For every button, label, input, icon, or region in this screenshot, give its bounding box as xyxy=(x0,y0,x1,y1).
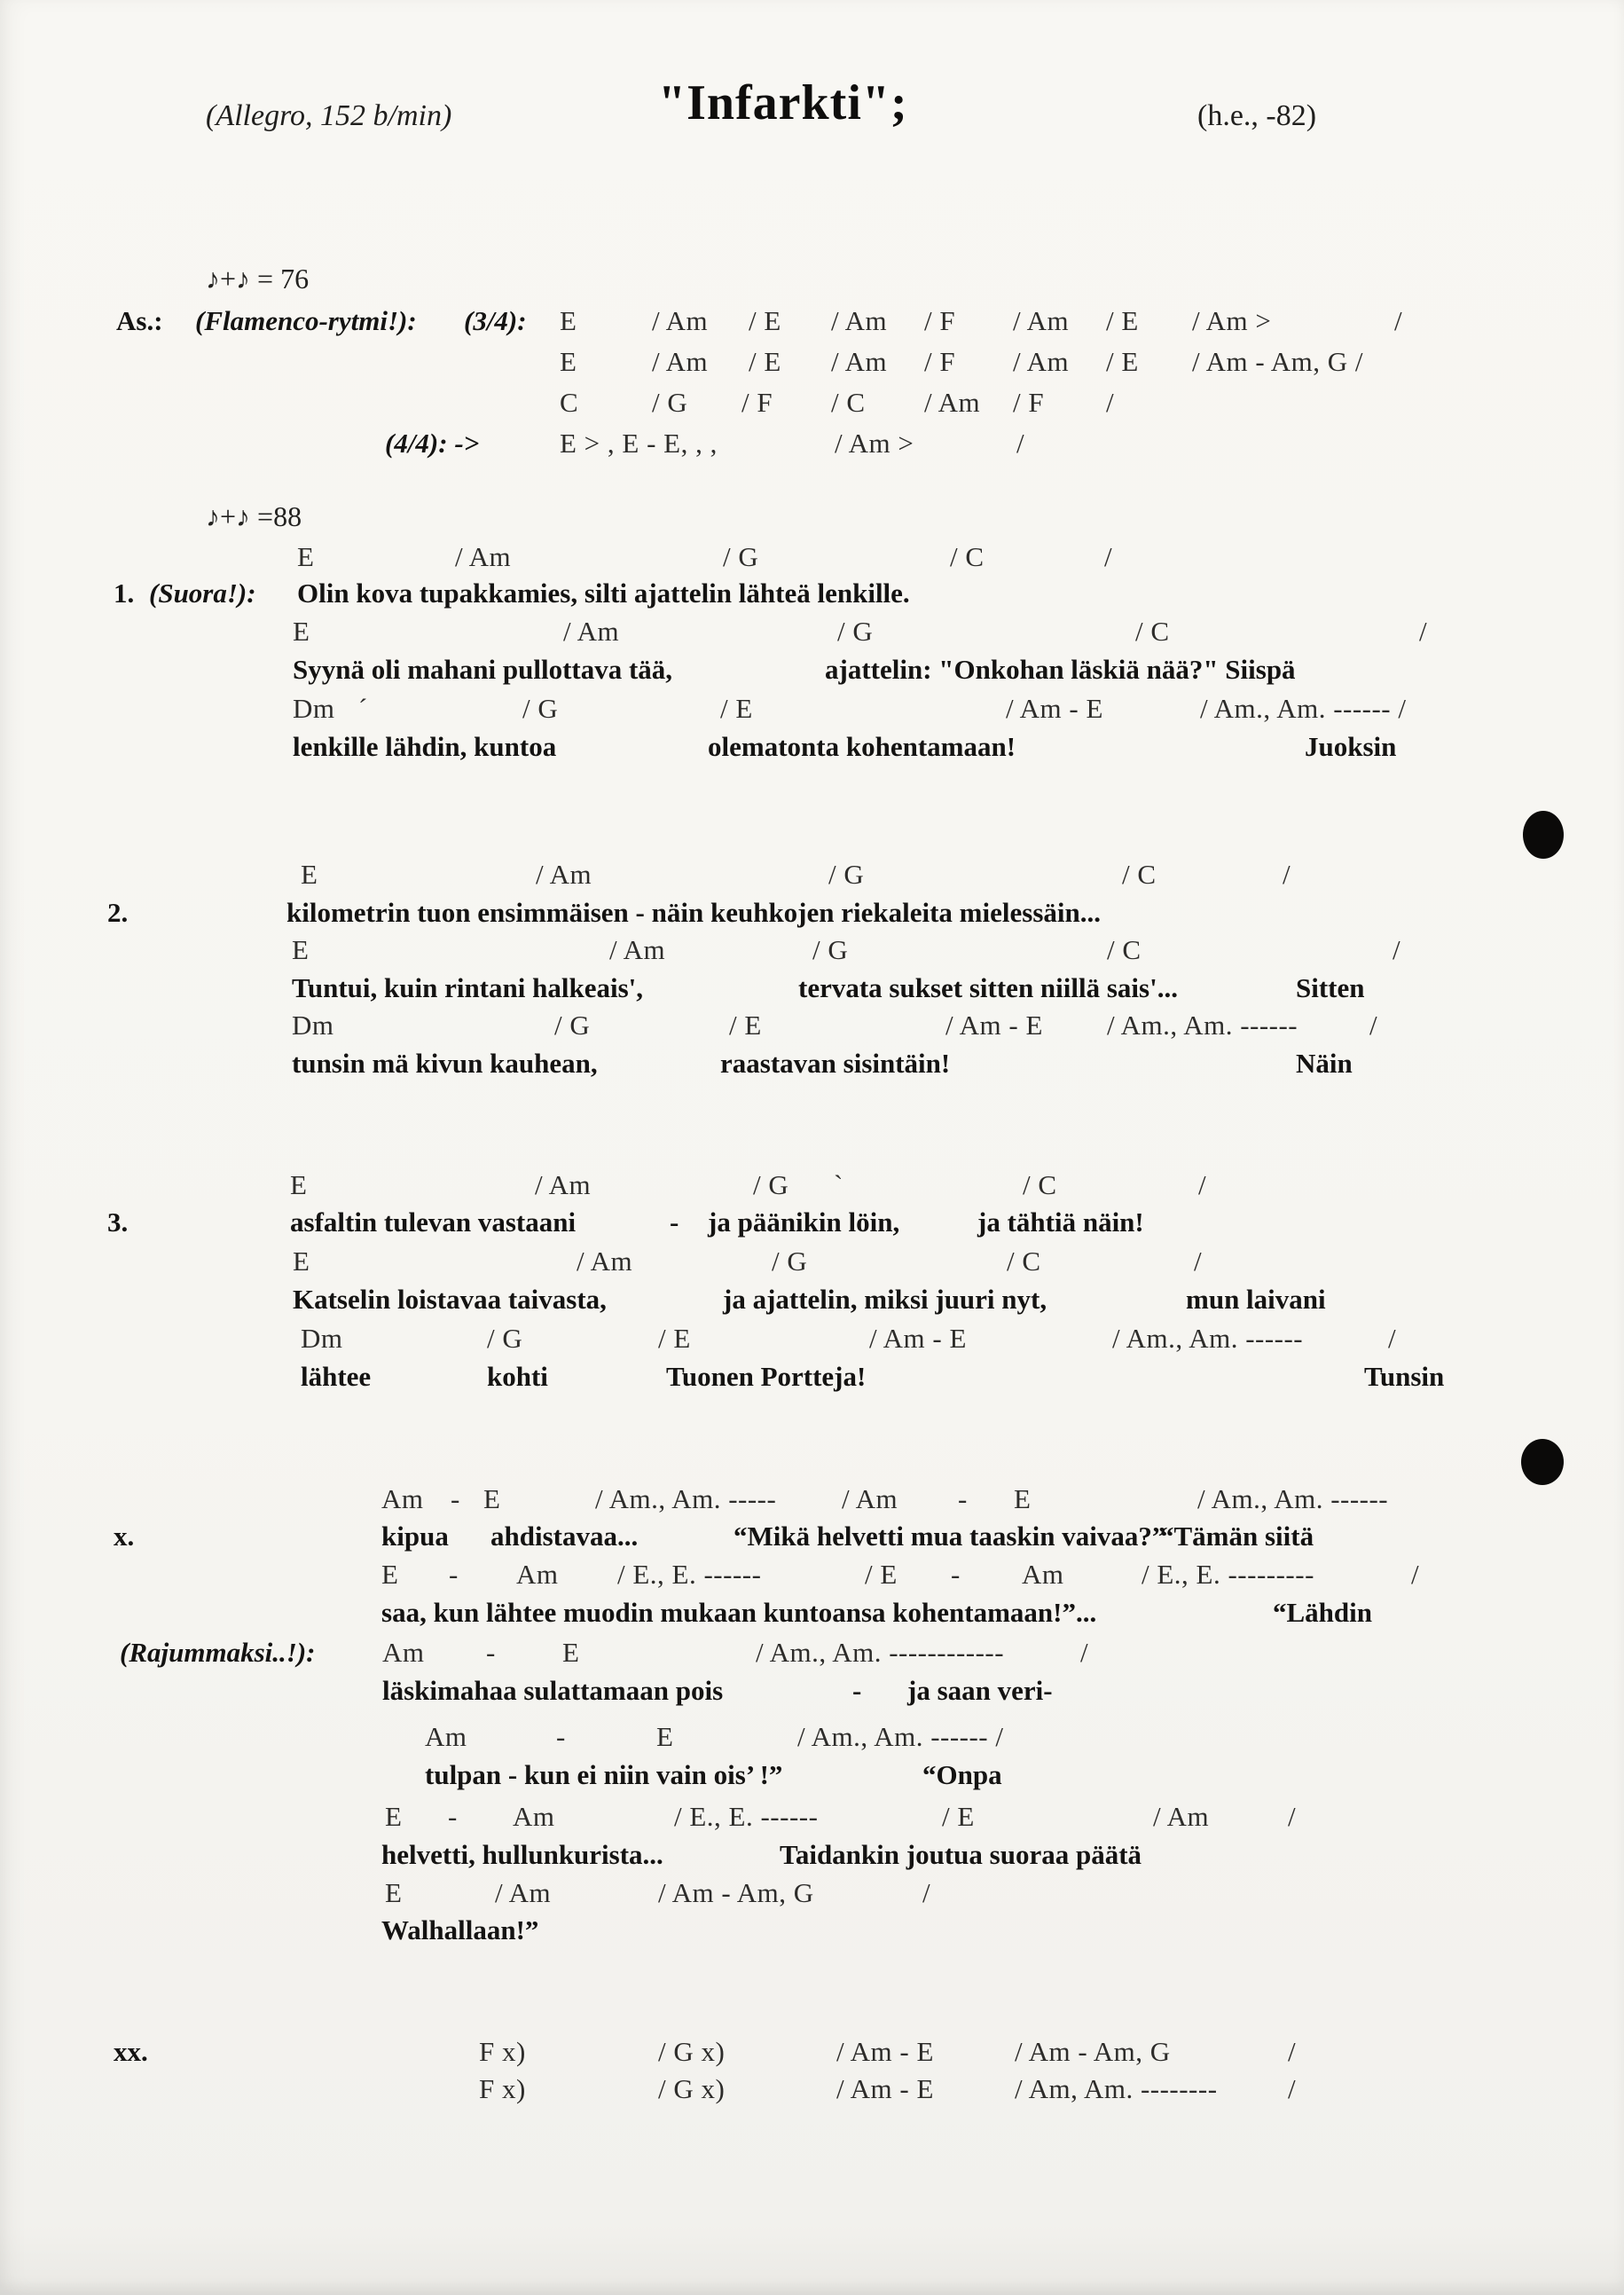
chord-token: / C xyxy=(1122,859,1157,890)
chord-token: E xyxy=(385,1801,403,1832)
chord-token: / E xyxy=(749,305,781,336)
verse3-chords-3 xyxy=(0,1323,1624,1362)
chord-token: / xyxy=(1411,1559,1420,1590)
chord-token: / E xyxy=(729,1010,762,1041)
verse2-chords-1 xyxy=(0,859,1624,898)
chord-token: / Am - E xyxy=(836,2073,934,2104)
text-token: Tuntui, kuin rintani halkeais', xyxy=(292,972,644,1003)
chord-token: Am xyxy=(1022,1559,1064,1590)
hole-punch-dot xyxy=(1523,811,1564,859)
chord-token: ´ xyxy=(358,693,368,724)
chord-token: / xyxy=(1104,541,1113,572)
chord-token: / Am., Am. ------------ xyxy=(756,1637,1005,1668)
chord-token: / Am - Am, G xyxy=(658,1877,814,1908)
chord-token: / G xyxy=(837,616,874,647)
refrain-lyrics-4 xyxy=(0,1759,1624,1798)
text-token: Tunsin xyxy=(1364,1361,1445,1392)
text-token: helvetti, hullunkurista... xyxy=(381,1839,663,1870)
text-token: tunsin mä kivun kauhean, xyxy=(292,1048,598,1079)
chord-token: / Am xyxy=(495,1877,552,1908)
chord-token: / G xyxy=(554,1010,591,1041)
intro-chord-row-3 xyxy=(0,387,1624,426)
chord-token: Am xyxy=(425,1721,467,1752)
text-token: ahdistavaa... xyxy=(490,1521,639,1552)
text-token: kilometrin tuon ensimmäisen - näin keuhkojen riekaleita mielessäin... xyxy=(286,897,1101,928)
verse2-chords-2 xyxy=(0,934,1624,973)
chord-token: / Am xyxy=(652,346,709,377)
header-credit xyxy=(0,99,1624,138)
chord-token: / Am xyxy=(831,346,888,377)
text-token: asfaltin tulevan vastaani xyxy=(290,1206,577,1238)
chord-token: / Am., Am. ------ xyxy=(1107,1010,1298,1041)
chord-token: / Am., Am. ----- xyxy=(595,1483,777,1514)
text-token: As.: xyxy=(116,305,163,336)
chord-token: / xyxy=(1106,387,1115,418)
chord-token: E xyxy=(483,1483,501,1514)
verse3-chords-1 xyxy=(0,1169,1624,1208)
chord-token: / xyxy=(1194,1246,1203,1277)
chord-token: / C xyxy=(950,541,985,572)
chord-token: E xyxy=(385,1877,403,1908)
hole-punch-dot xyxy=(1521,1439,1564,1485)
chord-token: / G x) xyxy=(658,2036,726,2067)
text-token: raastavan sisintäin! xyxy=(720,1048,951,1079)
text-token: kipua xyxy=(381,1521,449,1552)
text-token: “Mikä helvetti mua taaskin vaivaa?” xyxy=(734,1521,1166,1552)
chord-token: - xyxy=(951,1559,961,1590)
chord-token: / xyxy=(1288,2073,1297,2104)
text-token: Sitten xyxy=(1296,972,1365,1003)
verse1-lyrics-2 xyxy=(0,654,1624,693)
text-token: (Rajummaksi..!): xyxy=(120,1637,316,1668)
chord-token: / xyxy=(922,1877,931,1908)
chord-token: / G xyxy=(487,1323,523,1354)
chord-token: / F xyxy=(1013,387,1045,418)
verse3-lyrics-3 xyxy=(0,1361,1624,1400)
refrain-lyrics-3 xyxy=(0,1675,1624,1714)
verse3-chords-2 xyxy=(0,1246,1624,1285)
chord-token: / G xyxy=(812,934,849,965)
text-token: 2. xyxy=(107,897,129,928)
chord-token: / F xyxy=(924,346,956,377)
text-token: Katselin loistavaa taivasta, xyxy=(293,1284,607,1315)
text-token: Tuonen Portteja! xyxy=(666,1361,867,1392)
chord-token: / Am xyxy=(1013,346,1070,377)
chord-token: / Am xyxy=(563,616,620,647)
chord-token: / Am - E xyxy=(945,1010,1043,1041)
text-token: saa, kun lähtee muodin mukaan kuntoansa kohentamaan!”... xyxy=(381,1597,1097,1628)
chord-token: / E., E. --------- xyxy=(1142,1559,1314,1590)
chord-token: E xyxy=(562,1637,580,1668)
text-token: olematonta kohentamaan! xyxy=(708,731,1016,762)
refrain-lyrics-6 xyxy=(0,1914,1624,1953)
chord-token: / Am, Am. -------- xyxy=(1015,2073,1218,2104)
chord-token: E xyxy=(293,1246,310,1277)
verse2-lyrics-2 xyxy=(0,972,1624,1011)
intro-chord-row-4 xyxy=(0,428,1624,467)
chord-token: / C xyxy=(1107,934,1142,965)
chord-token: / xyxy=(1016,428,1025,459)
refrain-chords-5 xyxy=(0,1801,1624,1840)
chord-token: / Am xyxy=(652,305,709,336)
chord-token: / Am xyxy=(842,1483,898,1514)
refrain-chords-2 xyxy=(0,1559,1624,1598)
chord-token: / G xyxy=(652,387,688,418)
chord-token: - xyxy=(451,1483,460,1514)
chord-token: / E., E. ------ xyxy=(674,1801,819,1832)
chord-token: / C xyxy=(1007,1246,1041,1277)
chord-token: / xyxy=(1369,1010,1378,1041)
refrain-chords-6 xyxy=(0,1877,1624,1916)
chord-token: Dm xyxy=(292,1010,334,1041)
chord-token: - xyxy=(486,1637,496,1668)
verse1-chords-1 xyxy=(0,541,1624,580)
chord-token: E xyxy=(290,1169,308,1200)
chord-token: C xyxy=(560,387,579,418)
chord-token: E xyxy=(292,934,310,965)
text-token: Walhallaan!” xyxy=(381,1914,539,1945)
chord-token: / C xyxy=(831,387,866,418)
chord-token: E xyxy=(301,859,318,890)
tempo-indication-2 xyxy=(0,500,1624,539)
verse1-lyrics-1 xyxy=(0,578,1624,617)
chord-token: / Am - E xyxy=(869,1323,967,1354)
chord-token: / Am xyxy=(536,859,592,890)
chord-token: / G xyxy=(522,693,559,724)
outro-chord-row-2 xyxy=(0,2073,1624,2112)
intro-chord-row-1 xyxy=(0,305,1624,344)
text-token: ja tähtiä näin! xyxy=(977,1206,1144,1238)
text-token: tulpan - kun ei niin vain ois’ !” xyxy=(425,1759,783,1790)
chord-token: / E xyxy=(942,1801,975,1832)
chord-token: Dm xyxy=(301,1323,343,1354)
text-token: läskimahaa sulattamaan pois xyxy=(382,1675,724,1706)
text-token: “Lähdin xyxy=(1273,1597,1373,1628)
chord-token: / Am xyxy=(1013,305,1070,336)
text-token: - xyxy=(670,1206,679,1238)
chord-token: / Am - E xyxy=(1006,693,1103,724)
chord-token: / E xyxy=(1106,346,1139,377)
verse1-chords-3 xyxy=(0,693,1624,732)
text-token: (Allegro, 152 b/min) xyxy=(206,99,452,132)
text-token: mun laivani xyxy=(1186,1284,1326,1315)
chord-token: / G xyxy=(723,541,759,572)
chord-token: / Am., Am. ------ / xyxy=(797,1721,1004,1752)
chord-token: / E xyxy=(749,346,781,377)
verse3-lyrics-1 xyxy=(0,1206,1624,1246)
chord-token: / Am > xyxy=(835,428,914,459)
refrain-chords-1 xyxy=(0,1483,1624,1522)
chord-token: / E xyxy=(1106,305,1139,336)
chord-token: / G xyxy=(772,1246,808,1277)
text-token: 3. xyxy=(107,1206,129,1238)
chord-token: / Am xyxy=(535,1169,592,1200)
text-token: x. xyxy=(114,1521,135,1552)
chord-token: Dm xyxy=(293,693,335,724)
text-token: tervata sukset sitten niillä sais'... xyxy=(798,972,1178,1003)
chord-token: Am xyxy=(513,1801,555,1832)
chord-token: / E xyxy=(658,1323,691,1354)
chord-token: / Am., Am. ------ xyxy=(1112,1323,1304,1354)
chord-token: / G xyxy=(828,859,865,890)
chord-token: - xyxy=(448,1801,458,1832)
text-token: "Infarkti"; xyxy=(658,75,908,130)
verse2-lyrics-1 xyxy=(0,897,1624,936)
chord-token: / G xyxy=(753,1169,789,1200)
chord-token: / xyxy=(1419,616,1428,647)
verse2-lyrics-3 xyxy=(0,1048,1624,1087)
chord-token: F x) xyxy=(479,2036,526,2067)
text-token: Näin xyxy=(1296,1048,1353,1079)
chord-token: / Am - E xyxy=(836,2036,934,2067)
chord-token: - xyxy=(958,1483,968,1514)
chord-token: E xyxy=(297,541,315,572)
text-token: lähtee xyxy=(301,1361,372,1392)
chord-token: / xyxy=(1283,859,1291,890)
chord-token: / Am xyxy=(1153,1801,1210,1832)
verse1-chords-2 xyxy=(0,616,1624,655)
chord-token: / E., E. ------ xyxy=(617,1559,762,1590)
chord-token: / E xyxy=(720,693,753,724)
chord-token: Am xyxy=(382,1637,425,1668)
verse3-lyrics-2 xyxy=(0,1284,1624,1323)
text-token: - xyxy=(852,1675,862,1706)
text-token: Juoksin xyxy=(1305,731,1397,762)
text-token: (h.e., -82) xyxy=(1197,99,1317,132)
text-token: 1. xyxy=(114,578,135,609)
chord-token: / Am xyxy=(577,1246,633,1277)
chord-token: ` xyxy=(834,1169,843,1200)
text-token: (4/4): -> xyxy=(385,428,480,459)
chord-token: / Am - Am, G / xyxy=(1192,346,1364,377)
text-token: lenkille lähdin, kuntoa xyxy=(293,731,557,762)
chord-token: - xyxy=(556,1721,566,1752)
chord-token: Am xyxy=(381,1483,424,1514)
chord-token: / xyxy=(1393,934,1401,965)
chord-token: / Am > xyxy=(1192,305,1272,336)
chord-token: / xyxy=(1288,1801,1297,1832)
chord-token: / xyxy=(1288,2036,1297,2067)
text-token: Olin kova tupakkamies, silti ajattelin lähteä lenkille. xyxy=(297,578,910,609)
chord-token: / Am xyxy=(609,934,666,965)
chord-token: / xyxy=(1198,1169,1207,1200)
refrain-chords-4 xyxy=(0,1721,1624,1760)
chord-token: E xyxy=(1014,1483,1032,1514)
chord-token: - xyxy=(449,1559,459,1590)
refrain-chords-3 xyxy=(0,1637,1624,1676)
text-token: (3/4): xyxy=(464,305,527,336)
chord-token: / xyxy=(1080,1637,1089,1668)
chord-token: / Am., Am. ------ xyxy=(1197,1483,1389,1514)
text-token: ♪+♪ = 76 xyxy=(206,263,310,295)
chord-token: / Am xyxy=(455,541,512,572)
verse2-chords-3 xyxy=(0,1010,1624,1049)
tempo-indication-1 xyxy=(0,263,1624,302)
chord-token: E xyxy=(560,346,577,377)
chord-token: / C xyxy=(1135,616,1170,647)
text-token: xx. xyxy=(114,2036,148,2067)
text-token: ja ajattelin, miksi juuri nyt, xyxy=(723,1284,1047,1315)
refrain-lyrics-1 xyxy=(0,1521,1624,1560)
chord-token: E xyxy=(656,1721,674,1752)
chord-token: / xyxy=(1394,305,1403,336)
text-token: ajattelin: "Onkohan läskiä nää?" Siispä xyxy=(825,654,1296,685)
chord-token: F x) xyxy=(479,2073,526,2104)
text-token: (Flamenco-rytmi!): xyxy=(195,305,417,336)
chord-token: E xyxy=(293,616,310,647)
text-token: “Tämän siitä xyxy=(1160,1521,1314,1552)
text-token: Taidankin joutua suoraa päätä xyxy=(780,1839,1142,1870)
text-token: Syynä oli mahani pullottava tää, xyxy=(293,654,673,685)
refrain-lyrics-2 xyxy=(0,1597,1624,1636)
text-token: ja saan veri- xyxy=(907,1675,1053,1706)
chord-token: / Am xyxy=(924,387,981,418)
text-token: (Suora!): xyxy=(149,578,256,609)
chord-token: / G x) xyxy=(658,2073,726,2104)
chord-token: / Am xyxy=(831,305,888,336)
chord-token: E xyxy=(560,305,577,336)
verse1-lyrics-3 xyxy=(0,731,1624,770)
text-token: “Onpa xyxy=(922,1759,1002,1790)
chord-token: / xyxy=(1388,1323,1397,1354)
chord-token: / F xyxy=(924,305,956,336)
chord-token: E xyxy=(381,1559,399,1590)
chord-token: / E xyxy=(865,1559,898,1590)
chord-token: / Am - Am, G xyxy=(1015,2036,1171,2067)
chord-token: E > , E - E, , , xyxy=(560,428,718,459)
refrain-lyrics-5 xyxy=(0,1839,1624,1878)
chord-token: / C xyxy=(1023,1169,1057,1200)
chord-token: / Am., Am. ------ / xyxy=(1200,693,1407,724)
text-token: kohti xyxy=(487,1361,548,1392)
text-token: ja päänikin löin, xyxy=(708,1206,900,1238)
text-token: ♪+♪ =88 xyxy=(206,500,302,532)
outro-chord-row-1 xyxy=(0,2036,1624,2075)
intro-chord-row-2 xyxy=(0,346,1624,385)
chord-token: / F xyxy=(741,387,773,418)
chord-token: Am xyxy=(516,1559,559,1590)
